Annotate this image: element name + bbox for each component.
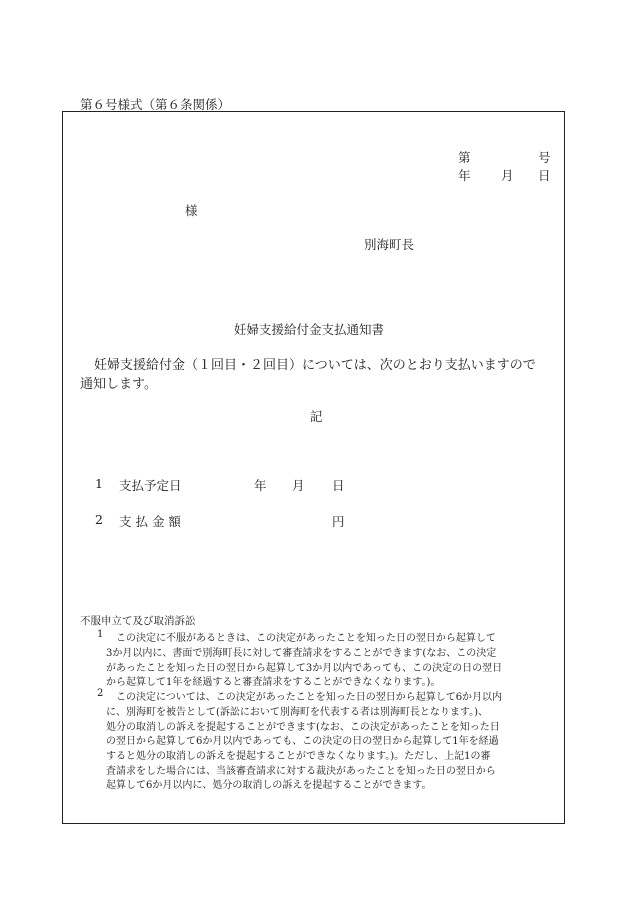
- appeal-item-2-line: 起算して6か月以内に、処分の取消しの訴えを提起することができます。: [106, 780, 432, 791]
- issuer-name: 別海町長: [364, 237, 415, 252]
- body-line-1: 妊婦支援給付金（１回目・２回目）については、次のとおり支払いますので: [94, 358, 536, 373]
- appeal-item-2-line: この決定については、この決定があったことを知った日の翌日から起算して6か月以内: [116, 692, 503, 703]
- body-line-2: 通知します。: [80, 377, 157, 392]
- payment-date-label: 支払予定日: [119, 478, 182, 493]
- appeal-title: 不服申立て及び取消訴訟: [80, 615, 196, 627]
- payment-year-label: 年: [254, 478, 267, 493]
- date-month-label: 月: [501, 168, 514, 183]
- ki-mark: 記: [310, 409, 323, 424]
- appeal-item-2-line: 査請求をした場合には、当該審査請求に対する裁決があったことを知った日の翌日から: [106, 766, 496, 777]
- appeal-item-1-line: この決定に不服があるときは、この決定があったことを知った日の翌日から起算して: [116, 633, 496, 644]
- item-1-number: 1: [95, 476, 103, 491]
- date-day-label: 日: [538, 168, 551, 183]
- date-year-label: 年: [458, 168, 471, 183]
- appeal-item-2-line: の翌日から起算して6か月以内であっても、この決定の日の翌日から起算して1年を経過: [106, 736, 499, 747]
- document-title: 妊婦支援給付金支払通知書: [234, 322, 385, 337]
- appeal-item-1-line: から起算して1年を経過すると審査請求をすることができなくなります。)。: [106, 677, 441, 688]
- payment-month-label: 月: [292, 478, 305, 493]
- payment-day-label: 日: [332, 478, 345, 493]
- appeal-item-1-line: があったことを知った日の翌日から起算して3か月以内であっても、この決定の日の翌日: [106, 663, 503, 674]
- yen-unit: 円: [332, 514, 345, 529]
- doc-number-prefix: 第: [458, 150, 471, 165]
- payment-amount-label: 支 払 金 額: [119, 514, 181, 529]
- appeal-item-2-line: すると処分の取消しの訴えを提起することができなくなります。)。ただし、上記1の審: [106, 751, 491, 762]
- appeal-item-2-number: 2: [97, 688, 104, 699]
- item-2-number: 2: [95, 512, 103, 527]
- appeal-item-2-line: 処分の取消しの訴えを提起することができます(なお、この決定があったことを知った日: [106, 722, 500, 733]
- form-label: 第６号様式（第６条関係）: [80, 97, 231, 112]
- appeal-item-2-line: に、別海町を被告として(訴訟において別海町を代表する者は別海町長となります。)、: [106, 707, 489, 718]
- addressee-suffix: 様: [185, 203, 198, 218]
- appeal-item-1-number: 1: [97, 629, 104, 640]
- appeal-item-1-line: 3か月以内に、書面で別海町長に対して審査請求をすることができます(なお、この決定: [106, 648, 497, 659]
- doc-number-suffix: 号: [538, 150, 551, 165]
